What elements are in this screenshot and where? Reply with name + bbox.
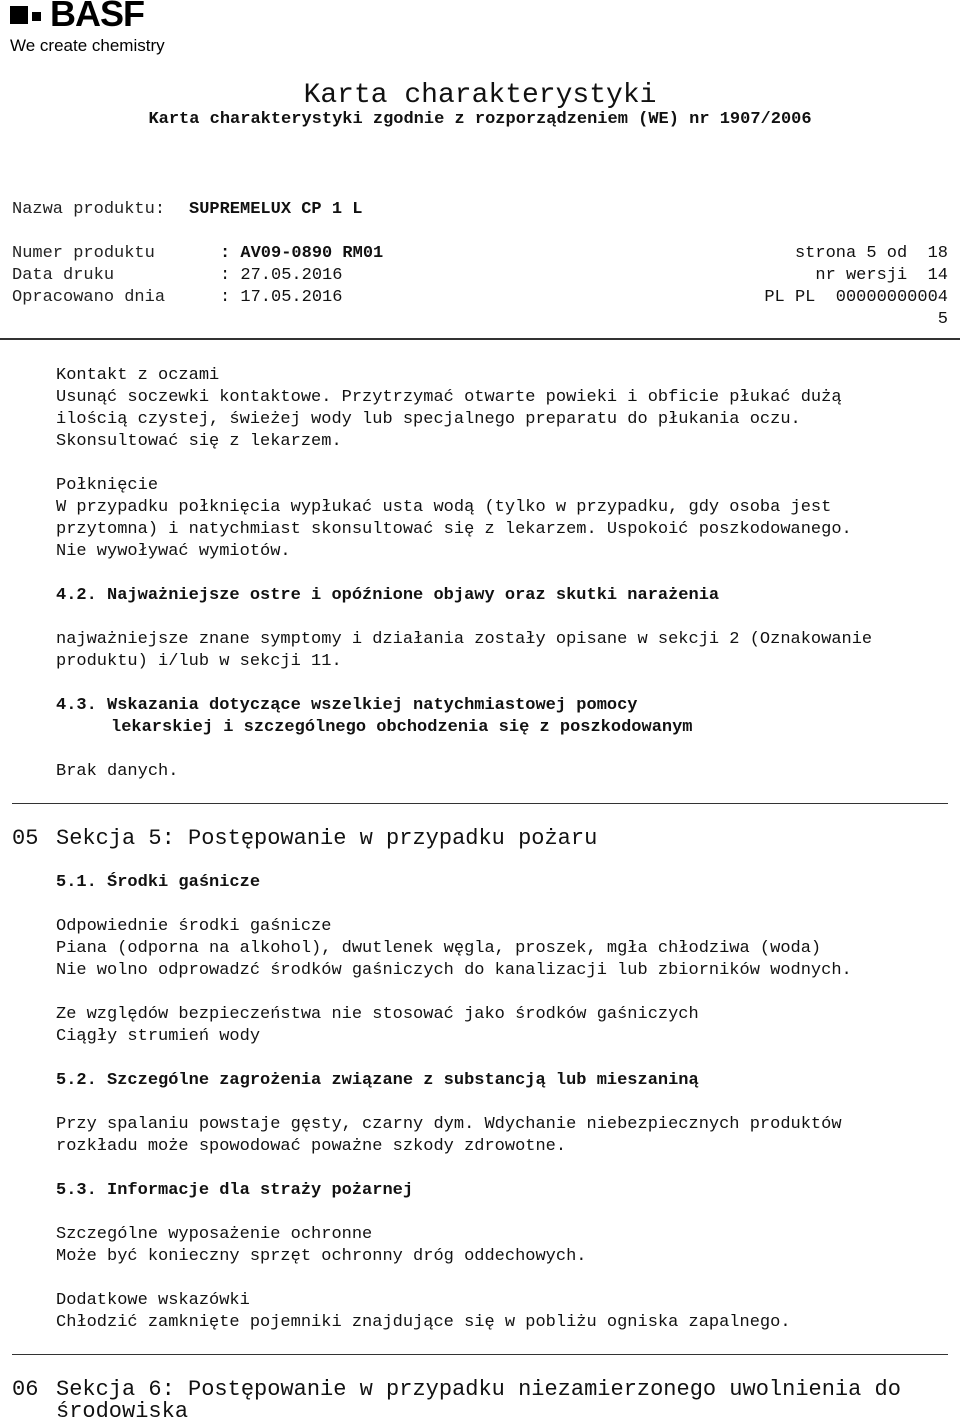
product-number-label: Numer produktu	[12, 244, 155, 263]
logo-small-square-icon	[32, 12, 41, 21]
section-5-title: Sekcja 5: Postępowanie w przypadku pożaru	[56, 826, 598, 851]
section-6-title: Sekcja 6: Postępowanie w przypadku niezamierzonego uwolnienia do	[56, 1377, 901, 1402]
header-divider	[0, 338, 960, 340]
subsection-5-1-heading: 5.1. Środki gaśnicze	[56, 873, 261, 892]
section-6-title-cont: środowiska	[56, 1399, 189, 1424]
document-title: Karta charakterystyki	[303, 80, 657, 111]
prepared-date-label: Opracowano dnia	[12, 288, 166, 307]
eyes-heading: Kontakt z oczami	[56, 366, 220, 385]
product-name-value: SUPREMELUX CP 1 L	[189, 200, 363, 219]
product-name-label: Nazwa produktu:	[12, 200, 166, 219]
swallow-text-line: przytomna) i natychmiast skonsultować się z lekarzem. Uspokoić poszkodowanego.	[56, 520, 852, 539]
page-info: strona 5 od 18	[794, 244, 948, 263]
subsection-4-2-text-line: produktu) i/lub w sekcji 11.	[56, 652, 342, 671]
section-divider	[12, 803, 948, 804]
brand-name: BASF	[50, 0, 144, 34]
subsection-4-2-text-line: najważniejsze znane symptomy i działania zostały opisane w sekcji 2 (Oznakowanie	[56, 630, 873, 649]
additional-advice-heading: Dodatkowe wskazówki	[56, 1291, 250, 1310]
document-subtitle: Karta charakterystyki zgodnie z rozporządzeniem (WE) nr 1907/2006	[148, 110, 812, 129]
logo-square-icon	[10, 6, 28, 24]
subsection-4-3-text: Brak danych.	[56, 762, 179, 781]
version-info: nr wersji 14	[815, 266, 948, 285]
section-5-number: 05	[12, 826, 39, 851]
swallow-text-line: W przypadku połknięcia wypłukać usta wodą (tylko w przypadku, gdy osoba jest	[56, 498, 832, 517]
swallow-text-line: Nie wywoływać wymiotów.	[56, 542, 291, 561]
swallow-heading: Połknięcie	[56, 476, 159, 495]
prepared-date-value: : 17.05.2016	[220, 288, 343, 307]
brand-tagline: We create chemistry	[10, 36, 165, 55]
subsection-5-3-heading: 5.3. Informacje dla straży pożarnej	[56, 1181, 414, 1200]
subsection-4-3-heading-cont: lekarskiej i szczególnego obchodzenia się z poszkodowanym	[111, 718, 693, 737]
suitable-media-heading: Odpowiednie środki gaśnicze	[56, 917, 332, 936]
document-code-continuation: 5	[937, 310, 948, 329]
subsection-5-2-text-line: rozkładu może spowodować poważne szkody zdrowotne.	[56, 1137, 567, 1156]
print-date-value: : 27.05.2016	[220, 266, 343, 285]
section-6-number: 06	[12, 1377, 39, 1402]
print-date-label: Data druku	[12, 266, 115, 285]
additional-advice-text: Chłodzić zamknięte pojemniki znajdujące się w pobliżu ogniska zapalnego.	[56, 1313, 791, 1332]
section-divider	[12, 1354, 948, 1355]
unsuitable-media-text: Ciągły strumień wody	[56, 1027, 261, 1046]
eyes-text-line: ilością czystej, świeżej wody lub specjalnego preparatu do płukania oczu.	[56, 410, 801, 429]
subsection-4-3-heading: 4.3. Wskazania dotyczące wszelkiej natychmiastowej pomocy	[56, 696, 638, 715]
subsection-4-2-heading: 4.2. Najważniejsze ostre i opóźnione objawy oraz skutki narażenia	[56, 586, 720, 605]
eyes-text-line: Skonsultować się z lekarzem.	[56, 432, 342, 451]
subsection-5-2-heading: 5.2. Szczególne zagrożenia związane z substancją lub mieszaniną	[56, 1071, 699, 1090]
product-number-value: : AV09-0890 RM01	[220, 244, 384, 263]
subsection-5-2-text-line: Przy spalaniu powstaje gęsty, czarny dym. Wdychanie niebezpiecznych produktów	[56, 1115, 842, 1134]
protective-equipment-text: Może być konieczny sprzęt ochronny dróg oddechowych.	[56, 1247, 587, 1266]
eyes-text-line: Usunąć soczewki kontaktowe. Przytrzymać otwarte powieki i obficie płukać dużą	[56, 388, 842, 407]
suitable-media-text-line: Piana (odporna na alkohol), dwutlenek węgla, proszek, mgła chłodziwa (woda)	[56, 939, 822, 958]
protective-equipment-heading: Szczególne wyposażenie ochronne	[56, 1225, 373, 1244]
suitable-media-text-line: Nie wolno odprowadzć środków gaśniczych do kanalizacji lub zbiorników wodnych.	[56, 961, 852, 980]
document-code: PL PL 00000000004	[764, 288, 948, 307]
unsuitable-media-heading: Ze względów bezpieczeństwa nie stosować jako środków gaśniczych	[56, 1005, 699, 1024]
